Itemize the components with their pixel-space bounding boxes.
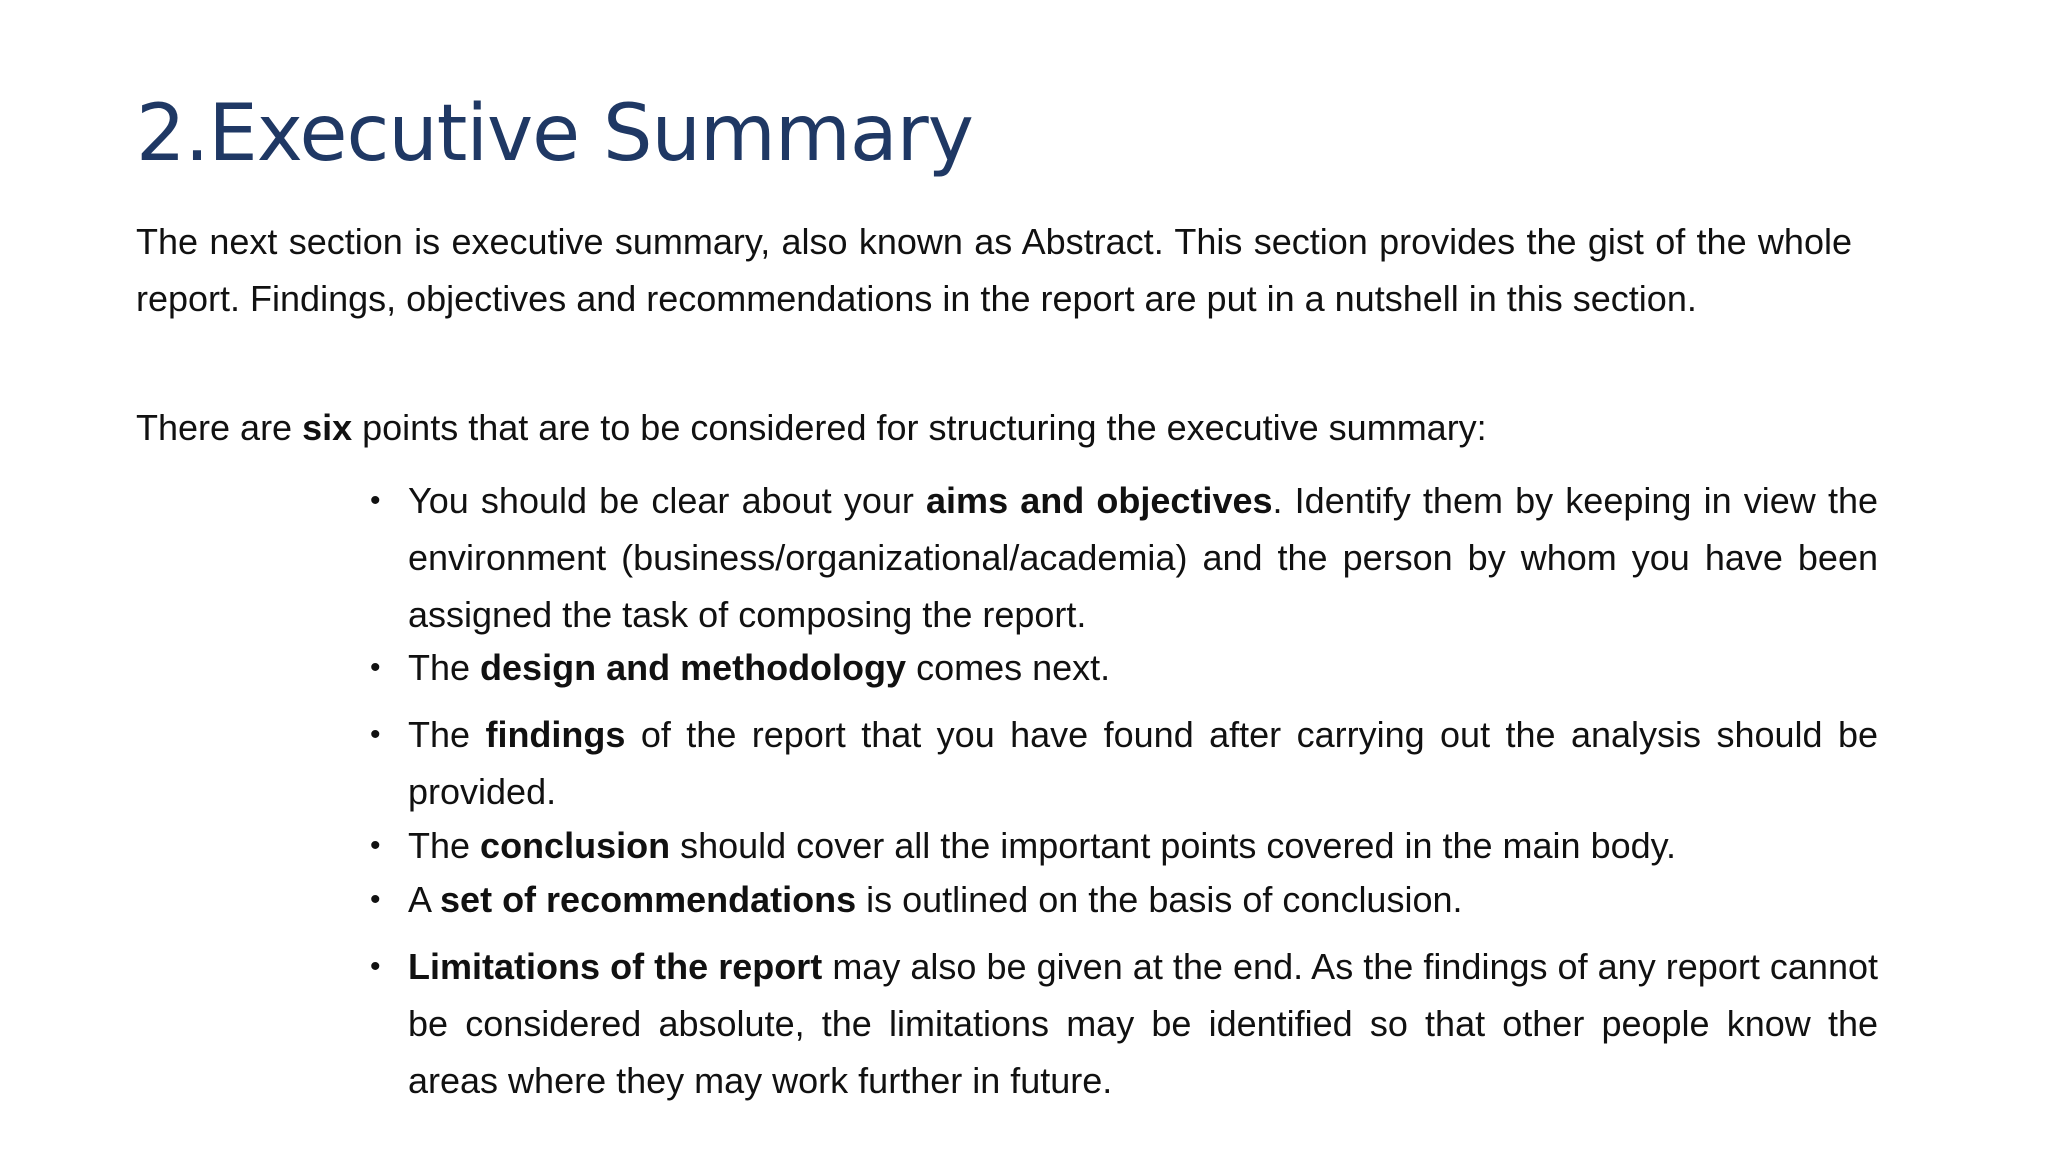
bullet-dot-icon: •	[370, 883, 381, 916]
points-lead-bold: six	[302, 407, 353, 448]
bullet-text-bold: Limitations of the report	[408, 946, 823, 987]
points-lead-before: There are	[136, 407, 303, 448]
bullet-text-bold: design and methodology	[480, 647, 907, 688]
bullet-item-findings	[370, 706, 1878, 820]
bullet-text-before: You should be clear about your	[408, 480, 927, 521]
bullet-text-after: should cover all the important points covered in the main body.	[670, 825, 1676, 866]
bullet-item-design	[370, 639, 1878, 696]
points-lead-after: points that are to be considered for structuring the executive summary:	[352, 407, 1487, 448]
bullet-text-after: of the report that you have found after carrying out the analysis should be provided.	[408, 714, 1878, 812]
bullet-text-before: A	[408, 879, 441, 920]
bullet-list	[370, 472, 1879, 1109]
bullet-text-after: is outlined on the basis of conclusion.	[856, 879, 1463, 920]
bullet-item-conclusion	[370, 817, 1878, 874]
points-lead-paragraph	[136, 399, 1852, 456]
bullet-text-bold: conclusion	[480, 825, 671, 866]
bullet-dot-icon: •	[370, 484, 381, 517]
bullet-dot-icon: •	[370, 829, 381, 862]
bullet-item-aims	[370, 472, 1879, 643]
bullet-item-limitations	[370, 938, 1878, 1109]
bullet-text-after: comes next.	[906, 647, 1111, 688]
bullet-text-after: may also be given at the end. As the findings of any report cannot be considered absolute, the limitations may be identified so that other people know the areas where they may work further in future.	[408, 946, 1878, 1101]
bullet-text-before: The	[408, 825, 481, 866]
bullet-item-recommendations	[370, 871, 1878, 928]
bullet-dot-icon: •	[370, 651, 381, 684]
bullet-text-bold: set of recommendations	[440, 879, 857, 920]
bullet-text-before: The	[408, 647, 481, 688]
bullet-text-after: . Identify them by keeping in view the environment (business/organizational/academia) and the person by whom you have been assigned the task of composing the report.	[408, 480, 1879, 635]
intro-paragraph: The next section is executive summary, also known as Abstract. This section provides the gist of the whole report. Findings, objectives and recommendations in the report are put in a nutshell in this section.	[136, 221, 1852, 319]
slide-title: 2.Executive Summary	[136, 89, 973, 179]
bullet-text-bold: aims and objectives	[926, 480, 1273, 521]
bullet-dot-icon: •	[370, 718, 381, 751]
bullet-text-before: The	[408, 714, 486, 755]
bullet-text-bold: findings	[485, 714, 626, 755]
bullet-dot-icon: •	[370, 950, 381, 983]
